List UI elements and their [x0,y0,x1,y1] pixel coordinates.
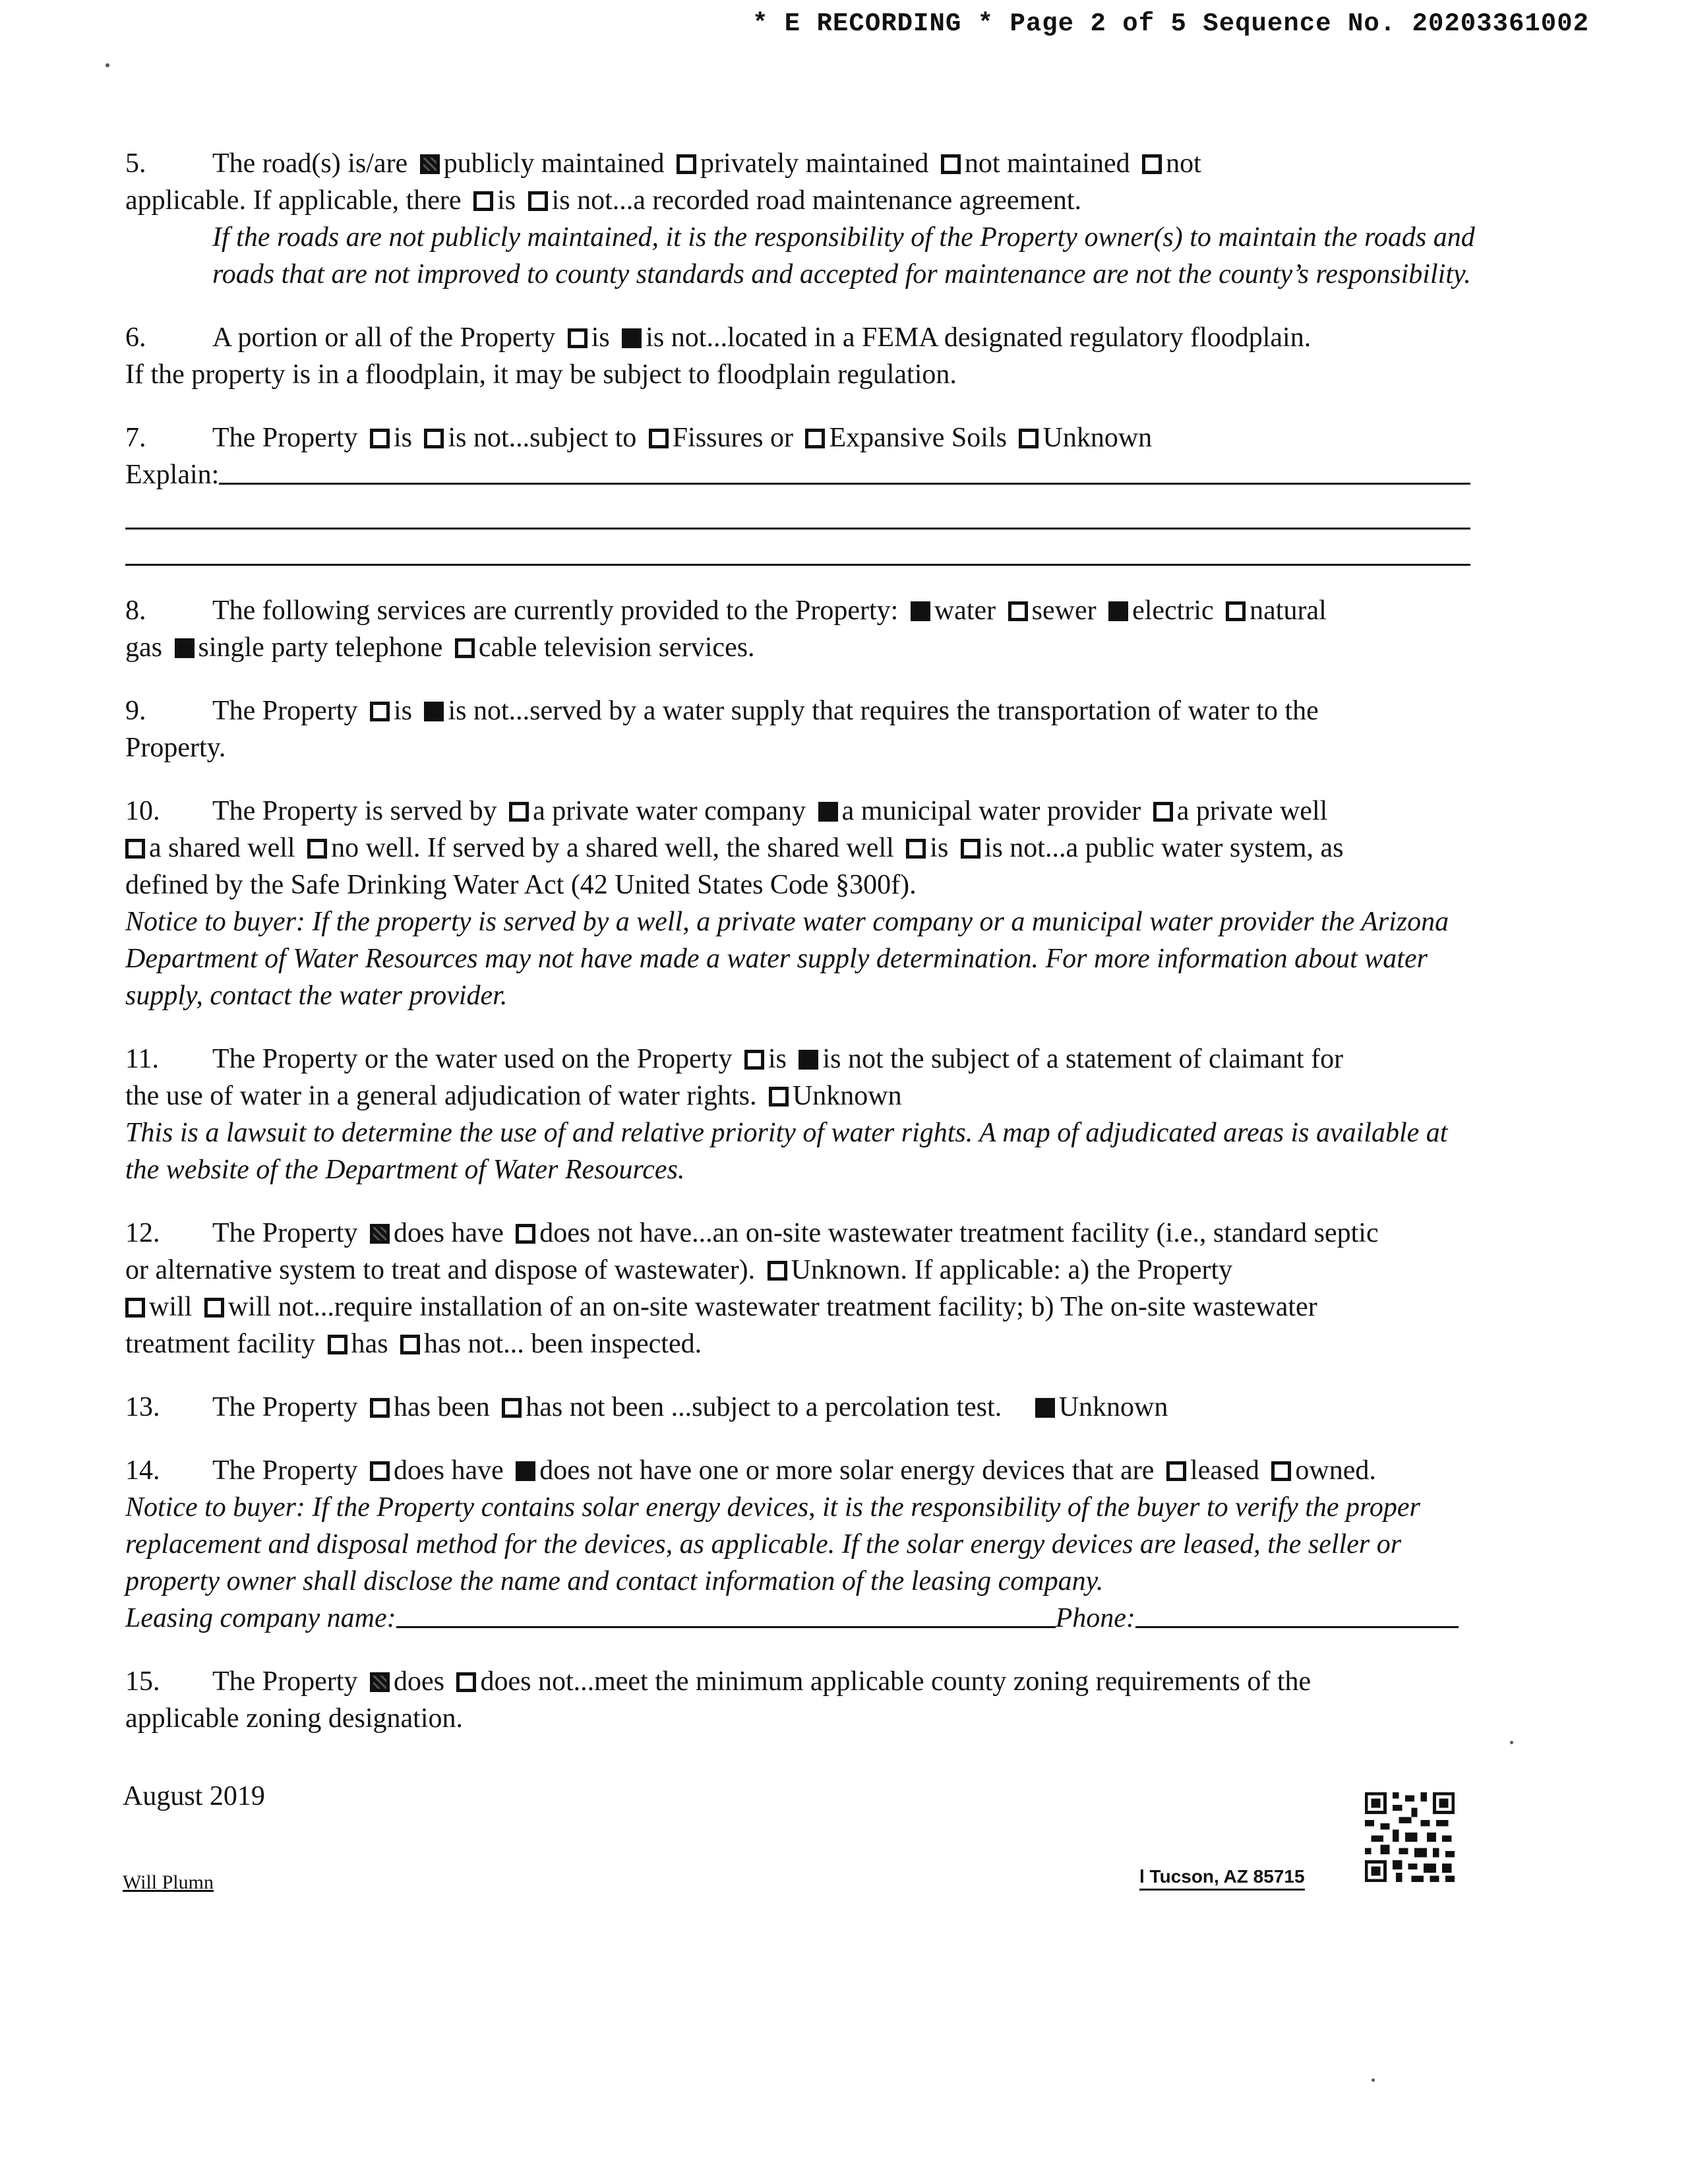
checkbox-expansive-soils[interactable] [805,429,825,448]
checkbox-zoning-does-not[interactable] [456,1672,476,1692]
checkbox-shared-well[interactable] [125,839,145,859]
checkbox-soils-is[interactable] [370,429,390,448]
checkbox-not-applicable[interactable] [1142,154,1162,174]
item-number: 5. [125,148,146,179]
checkbox-cable[interactable] [455,638,475,658]
checkbox-soils-is-not[interactable] [424,429,444,448]
checkbox-privately-maintained[interactable] [677,154,696,174]
qr-code-icon [1365,1792,1455,1882]
checkbox-public-system-is[interactable] [906,839,926,859]
scan-speck [106,63,109,67]
checkbox-solar-leased[interactable] [1166,1461,1186,1481]
owner-name: Will Plumn [123,1871,214,1893]
checkbox-wastewater-does-not-have[interactable] [516,1224,535,1244]
item-10-water-source: 10. The Property is served by a private water company a municipal water provider a private well a shared well no well. If served by a shared well, the shared well is is not...a public water system, as defined by the Safe Drinking Water Act (42 United States Code §300f). Notice to buyer: If the property is served by a well, a private water company or a municipal water provider the Arizona Department of Water Resources may not have made a water supply determination. For more information about water supply, contact the water provider. [125,793,1477,1014]
leasing-company-input[interactable] [396,1600,1056,1628]
checkbox-perc-has-not-been[interactable] [502,1398,522,1418]
item-14-solar: 14. The Property does have does not have one or more solar energy devices that are leased owned. Notice to buyer: If the Property contains solar energy devices, it is the responsibility of the buyer to verify the proper replacement and disposal method for the devices, as applicable. If the solar energy devices are leased, the seller or property owner shall disclose the name and contact information of the leasing company. Leasing company name: Phone: [125,1452,1477,1637]
checkbox-floodplain-is-not[interactable] [622,328,642,348]
scan-speck [1372,2078,1375,2082]
checkbox-install-will-not[interactable] [204,1298,224,1318]
checkbox-inspected-has[interactable] [328,1335,347,1354]
scan-speck [1510,1741,1513,1744]
checkbox-electric[interactable] [1108,601,1128,621]
checkbox-inspected-has-not[interactable] [400,1335,420,1354]
checkbox-solar-does-have[interactable] [370,1461,390,1481]
owner-address: l Tucson, AZ 85715 [1139,1866,1305,1891]
checkbox-municipal-water[interactable] [818,802,838,822]
item-11-adjudication: 11. The Property or the water used on the Property is is not the subject of a statement of claimant for the use of water in a general adjudication of water rights. Unknown This is a lawsuit to determine the use of and relative priority of water rights. A map of adjudicated areas is available at the website of the Department of Water Resources. [125,1041,1477,1188]
checkbox-natural-gas[interactable] [1226,601,1246,621]
checkbox-public-system-is-not[interactable] [961,839,980,859]
form-date: August 2019 [123,1781,265,1811]
phone-input[interactable] [1135,1600,1459,1628]
checkbox-zoning-does[interactable] [370,1672,390,1692]
checkbox-install-will[interactable] [125,1298,145,1318]
checkbox-transport-is-not[interactable] [424,702,444,721]
checkbox-water[interactable] [911,601,930,621]
item-10-note: Notice to buyer: If the property is served by a well, a private water company or a municipal water provider the Arizona Department of Water Resources may not have made a water supply determination. For more information about water supply, contact the water provider. [125,907,1449,1011]
checkbox-no-well[interactable] [307,839,327,859]
checkbox-claimant-unknown[interactable] [769,1087,789,1107]
item-5-roads: 5. The road(s) is/are publicly maintained privately maintained not maintained not applicable. If applicable, there is is not...a recorded road maintenance agreement. If the roads are not publicly maintained, it is the responsibility of the Property owner(s) to maintain the roads and roads that are not improved to county standards and accepted for maintenance are not the county’s responsibility. [125,145,1477,293]
checkbox-solar-owned[interactable] [1271,1461,1291,1481]
item-15-zoning: 15. The Property does does not...meet the minimum applicable county zoning requirements of the applicable zoning designation. [125,1666,1311,1734]
checkbox-fissures[interactable] [649,429,669,448]
explain-line-3[interactable] [125,530,1470,566]
checkbox-agreement-is[interactable] [473,191,493,211]
checkbox-publicly-maintained[interactable] [420,154,440,174]
checkbox-not-maintained[interactable] [941,154,961,174]
checkbox-claimant-is[interactable] [744,1050,764,1070]
item-12-wastewater: 12. The Property does have does not have...an on-site wastewater treatment facility (i.e., standard septic or alternative system to treat and dispose of wastewater). Unknown. If applicable: a) the Property will will not...require installation of an on-site wastewater treatment facility; b) The on-site wastewater treatment facility has has not... been inspected. [125,1218,1379,1359]
checkbox-perc-unknown[interactable] [1035,1398,1055,1418]
checkbox-wastewater-does-have[interactable] [370,1224,390,1244]
checkbox-transport-is[interactable] [370,702,390,721]
checkbox-solar-does-not-have[interactable] [516,1461,535,1481]
checkbox-private-water-company[interactable] [509,802,529,822]
checkbox-claimant-is-not[interactable] [799,1050,818,1070]
item-13-percolation: 13. The Property has been has not been ...subject to a percolation test. Unknown [125,1392,1168,1422]
item-7-soils: 7. The Property is is not...subject to Fissures or Expansive Soils Unknown Explain: [125,419,1477,566]
item-9-water-transport: 9. The Property is is not...served by a water supply that requires the transportation of water to the Property. [125,696,1319,763]
checkbox-private-well[interactable] [1153,802,1173,822]
checkbox-agreement-is-not[interactable] [528,191,548,211]
item-11-note: This is a lawsuit to determine the use of and relative priority of water rights. A map of adjudicated areas is available at the website of the Department of Water Resources. [125,1118,1448,1185]
item-8-services: 8. The following services are currently provided to the Property: water sewer electric natural gas single party telephone cable television services. [125,595,1327,663]
checkbox-wastewater-unknown[interactable] [768,1261,787,1281]
explain-input[interactable] [219,456,1470,485]
checkbox-telephone[interactable] [175,638,195,658]
checkbox-soils-unknown[interactable] [1019,429,1039,448]
checkbox-sewer[interactable] [1008,601,1028,621]
explain-line-2[interactable] [125,493,1470,530]
recording-header: * E RECORDING * Page 2 of 5 Sequence No. 20203361002 [752,9,1589,38]
item-14-note: Notice to buyer: If the Property contains solar energy devices, it is the responsibility of the buyer to verify the proper replacement and disposal method for the devices, as applicable. If the solar energy devices are leased, the seller or property owner shall disclose the name and contact information of the leasing company. [125,1492,1420,1596]
item-6-floodplain: 6. A portion or all of the Property is is not...located in a FEMA designated regulatory floodplain. If the property is in a floodplain, it may be subject to floodplain regulation. [125,322,1311,390]
item-5-note: If the roads are not publicly maintained, it is the responsibility of the Property owner(s) to maintain the roads and roads that are not improved to county standards and accepted for maintenance are not the county’s responsibility. [212,222,1475,289]
checkbox-perc-has-been[interactable] [370,1398,390,1418]
disclosure-form [125,145,1477,1763]
checkbox-floodplain-is[interactable] [568,328,588,348]
